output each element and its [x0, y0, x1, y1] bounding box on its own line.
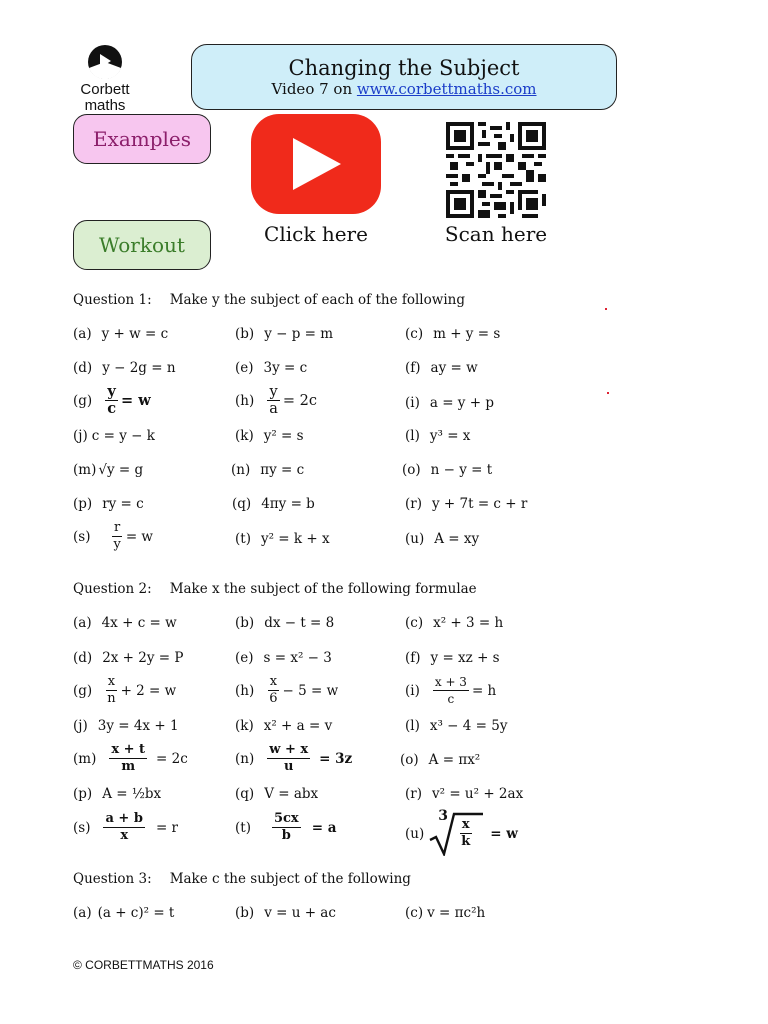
question-item: (l) y³ = x: [405, 428, 471, 444]
question-item: (a) y + w = c: [73, 326, 169, 342]
question-item: (h) $\frac{y}{a}$ = 2c: [235, 384, 317, 417]
workout-button[interactable]: Workout: [73, 220, 211, 270]
question-item: (p) A = ½bx: [73, 786, 162, 802]
question-item: (f) y = xz + s: [405, 650, 500, 666]
question-item: (g) $\frac{x}{n}$ + 2 = w: [73, 674, 177, 706]
question-text: Make x the subject of the following formulae: [169, 581, 477, 597]
logo-text-1: Corbett: [80, 81, 130, 98]
question-item: (d) y − 2g = n: [73, 360, 176, 376]
question-number: Question 2:: [73, 581, 152, 597]
cube-root: 3 $\frac{x}{k}$: [428, 812, 484, 856]
question-item: (h) $\frac{x}{6}$ − 5 = w: [235, 674, 339, 706]
question-item: (g) $\frac{y}{c}$ = w: [73, 383, 151, 417]
red-dot-mark: [605, 308, 607, 310]
question-item: (m) $\frac{x + t}{m}$ = 2c: [73, 742, 188, 774]
video-prefix: Video 7 on: [271, 80, 357, 98]
qr-code-icon[interactable]: [446, 122, 546, 218]
page-title: Changing the Subject: [288, 56, 520, 80]
question-item: (m) √y = g: [73, 462, 144, 478]
question-item: (e) 3y = c: [235, 360, 308, 376]
red-dot-mark: [607, 392, 609, 394]
question-item: (u) A = xy: [405, 531, 480, 547]
question-2-heading: [73, 581, 477, 597]
video-play-button[interactable]: [251, 114, 381, 214]
question-item: (l) x³ − 4 = 5y: [405, 718, 508, 734]
question-item: (f) ay = w: [405, 360, 478, 376]
question-text: Make y the subject of each of the following: [169, 292, 465, 308]
question-item: (o) A = πx²: [400, 752, 481, 768]
question-item: (j) 3y = 4x + 1: [73, 718, 179, 734]
question-item: (c) x² + 3 = h: [405, 615, 504, 631]
question-item: (e) s = x² − 3: [235, 650, 332, 666]
question-text: Make c the subject of the following: [169, 871, 411, 887]
question-item: (b) y − p = m: [235, 326, 334, 342]
copyright-footer: © CORBETTMATHS 2016: [73, 958, 214, 972]
question-item: (o) n − y = t: [402, 462, 493, 478]
question-item: (i) a = y + p: [405, 395, 494, 411]
play-icon: [293, 138, 343, 190]
logo-text-2: maths: [84, 97, 126, 114]
question-item: (a) 4x + c = w: [73, 615, 177, 631]
question-item: (k) x² + a = v: [235, 718, 333, 734]
question-item: (j) c = y − k: [73, 428, 155, 444]
question-number: Question 3:: [73, 871, 152, 887]
question-item: (t) y² = k + x: [235, 531, 330, 547]
question-number: Question 1:: [73, 292, 152, 308]
scan-here-label: Scan here: [444, 222, 548, 246]
question-item: (u) 3 $\frac{x}{k}$ = w: [405, 812, 518, 856]
question-item: (r) v² = u² + 2ax: [405, 786, 524, 802]
question-item: (s) $\frac{r}{y}$ = w: [73, 520, 153, 552]
question-item: (b) dx − t = 8: [235, 615, 335, 631]
corbettmaths-logo: [70, 44, 140, 114]
question-item: (s) $\frac{a + b}{x}$ = r: [73, 811, 178, 843]
video-line: [192, 80, 616, 98]
question-1-heading: [73, 292, 465, 308]
question-item: (t) $\frac{5cx}{b}$ = a: [235, 811, 337, 843]
question-item: (i) $\frac{x + 3}{c}$ = h: [405, 675, 497, 706]
question-item: (n) $\frac{w + x}{u}$ = 3z: [235, 742, 353, 774]
question-item: (r) y + 7t = c + r: [405, 496, 528, 512]
question-3-heading: [73, 871, 411, 887]
click-here-label[interactable]: Click here: [264, 222, 368, 246]
radical-sign-icon: [428, 812, 484, 856]
question-item: (c) v = πc²h: [405, 905, 486, 921]
question-item: (p) ry = c: [73, 496, 144, 512]
root-index: 3: [438, 808, 448, 824]
question-item: (n) πy = c: [231, 462, 305, 478]
question-item: (d) 2x + 2y = P: [73, 650, 184, 666]
examples-button[interactable]: Examples: [73, 114, 211, 164]
logo-mark-icon: [87, 44, 123, 80]
website-link[interactable]: www.corbettmaths.com: [356, 80, 537, 98]
question-item: (k) y² = s: [235, 428, 304, 444]
question-item: (b) v = u + ac: [235, 905, 336, 921]
title-box: [191, 44, 617, 110]
question-item: (q) 4πy = b: [232, 496, 315, 512]
question-item: (c) m + y = s: [405, 326, 501, 342]
question-item: (q) V = abx: [235, 786, 319, 802]
question-item: (a) (a + c)² = t: [73, 905, 175, 921]
